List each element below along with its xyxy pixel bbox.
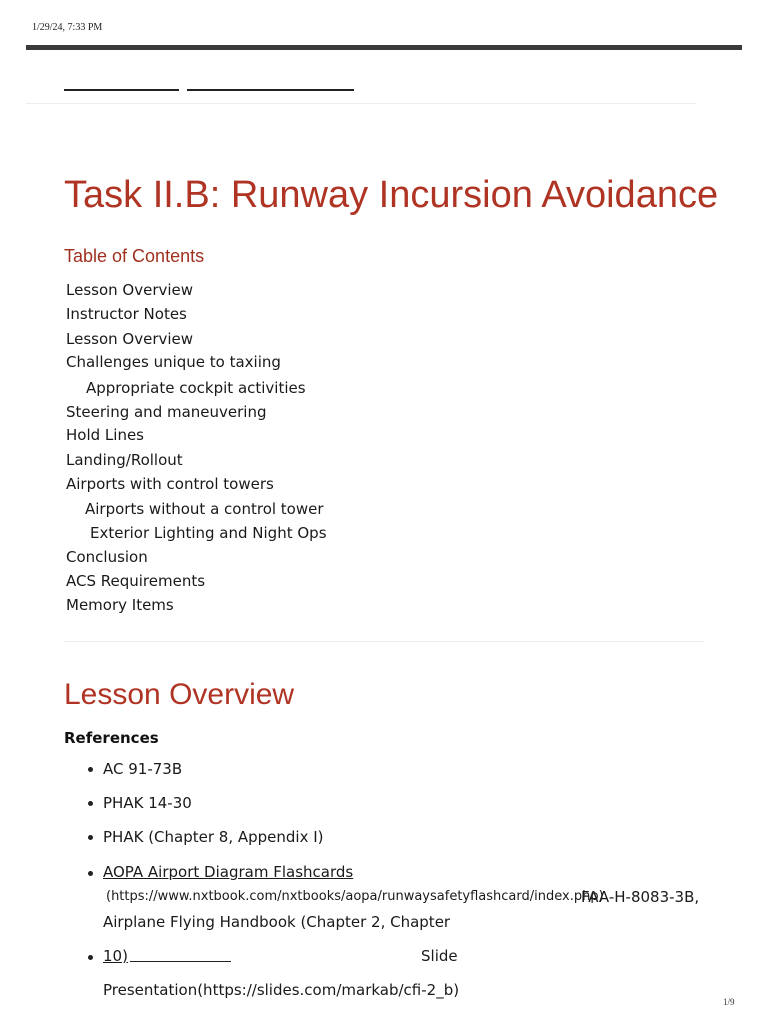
divider-top [26, 103, 696, 104]
toc-item-conclusion[interactable]: Conclusion [66, 548, 148, 566]
toc-item-non-towered-airports[interactable]: Airports without a control tower [85, 500, 324, 518]
bullet [88, 801, 93, 806]
toc-item-memory-items[interactable]: Memory Items [66, 596, 174, 614]
header-rule [26, 45, 742, 50]
page-title: Task II.B: Runway Incursion Avoidance [64, 174, 719, 216]
toc-item-steering[interactable]: Steering and maneuvering [66, 403, 267, 421]
slide-presentation-link[interactable]: Presentation(https://slides.com/markab/cfi-2_b) [103, 981, 460, 999]
toc-item-cockpit-activities[interactable]: Appropriate cockpit activities [86, 379, 306, 397]
faa-reference-chapter[interactable]: 10) [103, 947, 128, 965]
reference-item: PHAK 14-30 [103, 794, 192, 812]
bullet [88, 835, 93, 840]
nav-link-1[interactable] [64, 89, 179, 91]
toc-item-hold-lines[interactable]: Hold Lines [66, 426, 144, 444]
aopa-url: (https://www.nxtbook.com/nxtbooks/aopa/runwaysafetyflashcard/index.php) [106, 889, 604, 904]
nav-link-2[interactable] [187, 89, 354, 91]
faa-reference-start: FAA-H-8083-3B, [581, 888, 700, 906]
reference-item: AC 91-73B [103, 760, 183, 778]
print-timestamp: 1/29/24, 7:33 PM [32, 22, 103, 33]
toc-item-lesson-overview[interactable]: Lesson Overview [66, 281, 194, 299]
section-title-lesson-overview: Lesson Overview [64, 678, 295, 711]
faa-reference-line: Airplane Flying Handbook (Chapter 2, Chapter [103, 913, 451, 931]
toc-item-acs-requirements[interactable]: ACS Requirements [66, 572, 206, 590]
toc-item-towered-airports[interactable]: Airports with control towers [66, 475, 274, 493]
bullet [88, 871, 93, 876]
toc-item-challenges-taxiing[interactable]: Challenges unique to taxiing [66, 353, 281, 371]
divider-mid [64, 641, 704, 642]
slide-label: Slide [421, 947, 458, 965]
page-number: 1/9 [723, 997, 735, 1007]
bullet [88, 767, 93, 772]
aopa-flashcards-link[interactable]: AOPA Airport Diagram Flashcards [103, 863, 354, 881]
link-underline [130, 961, 231, 962]
toc-item-lesson-overview-2[interactable]: Lesson Overview [66, 330, 194, 348]
toc-item-instructor-notes[interactable]: Instructor Notes [66, 305, 187, 323]
toc-heading: Table of Contents [64, 246, 205, 266]
references-heading: References [64, 729, 159, 747]
toc-item-night-ops[interactable]: Exterior Lighting and Night Ops [90, 524, 327, 542]
reference-item: PHAK (Chapter 8, Appendix I) [103, 828, 324, 846]
toc-item-landing-rollout[interactable]: Landing/Rollout [66, 451, 183, 469]
bullet [88, 955, 93, 960]
